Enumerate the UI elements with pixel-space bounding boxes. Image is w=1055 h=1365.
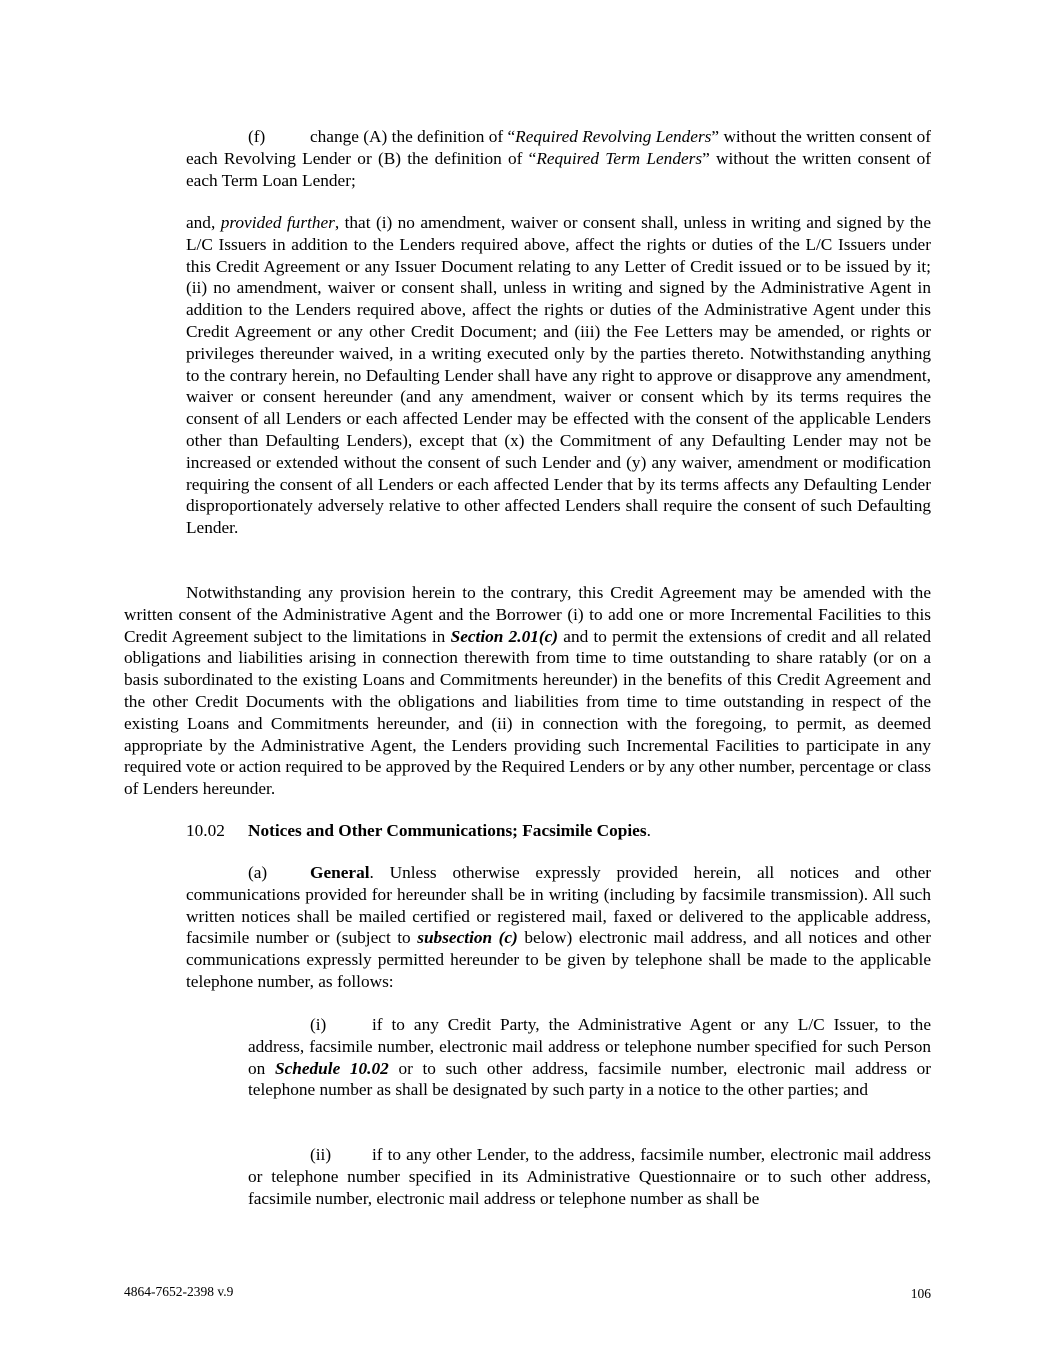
clause-a-label: (a) [248,863,268,882]
clause-ii-label: (ii) [310,1145,332,1164]
incremental-text-1: Notwithstanding any provision herein to the contrary, this Credit Agreement may be amended with the written consent of the Administrative Agent and the Borrower (i) to add one or more Incremental Facilities to this Credit Agreement subject to the limitations in [124,583,931,646]
subsection-reference-c: subsection (c) [417,928,518,948]
clause-ii-paragraph [248,1144,931,1209]
clause-f-paragraph [186,126,931,191]
proviso-text-2: , that (i) no amendment, waiver or consent shall, unless in writing and signed by the L/C Issuers in addition to the Lenders required above, affect the rights or duties of the L/C Issuers under this Credit Agreement or any Issuer Document relating to any Letter of Credit issued or to be issued by it; (ii) no amendment, waiver or consent shall, unless in writing and signed by the Administrative Agent in addition to the Lenders required above, affect the rights or duties of the Administrative Agent under this Credit Agreement or any other Credit Document; and (iii) the Fee Letters may be amended, or rights or privileges thereunder waived, in a writing executed only by the parties thereto. Notwithstanding anything to the contrary herein, no Defaulting Lender shall have any right to approve or disapprove any amendment, waiver or consent hereunder (and any amendment, waiver or consent which by its terms requires the consent of all Lenders or each affected Lender may be effected with the consent of the applicable Lenders other than Defaulting Lenders), except that (x) the Commitment of any Defaulting Lender may not be increased or extended without the consent of such Lender and (y) any waiver, amendment or modification requiring the consent of all Lenders or each affected Lender that by its terms affects any Defaulting Lender disproportionately adversely relative to other affected Lenders shall require the consent of such Defaulting Lender. [186,213,931,538]
footer-page-number: 106 [910,1286,931,1301]
schedule-reference-10-02: Schedule 10.02 [274,1058,389,1078]
defined-term-required-revolving-lenders: Required Revolving Lenders [515,127,712,146]
proviso-paragraph [186,212,931,539]
section-title: Notices and Other Communications; Facsimile Copies [248,821,647,840]
clause-i-paragraph [248,1014,931,1101]
incremental-text-2: and to permit the extensions of credit and all related obligations and liabilities arising in connection therewith from time to time outstanding to share ratably (or on a basis subordinated to the existing Loans and Commitments hereunder) in the benefits of this Credit Agreement and the other Credit Documents with the obligations and liabilities from time to time outstanding in respect of the existing Loans and Commitments hereunder, and (ii) in connection with the foregoing, to permit, as deemed appropriate by the Administrative Agent, the Lenders providing such Incremental Facilities to participate in any required vote or action required to be approved by the Required Lenders or by any other number, percentage or class of Lenders hereunder. [124,626,931,799]
section-heading-10-02 [186,820,931,842]
proviso-text-1: and, [186,213,221,232]
footer-doc-id: 4864-7652-2398 v.9 [124,1284,234,1299]
section-title-period: . [646,821,651,840]
clause-ii-text: if to any other Lender, to the address, facsimile number, electronic mail address or telephone number specified in its Administrative Questionnaire or to such other address, facsimile number, electronic mail address or telephone number as shall be [248,1145,931,1208]
proviso-term: provided further [220,213,335,232]
clause-f-text-2: ” without the written consent of each Revolving Lender or (B) the definition of “ [186,127,931,168]
section-number: 10.02 [186,821,225,840]
clause-a-text-2: below) electronic mail address, and all notices and other communications expressly permitted hereunder to be given by telephone shall be made to the applicable telephone number, as follows: [186,928,931,991]
clause-a-heading: General [310,863,370,882]
incremental-paragraph [124,582,931,800]
clause-a-paragraph [186,862,931,993]
clause-i-text-1: if to any Credit Party, the Administrative Agent or any L/C Issuer, to the address, facsimile number, electronic mail address or telephone number specified for such Person on [248,1015,931,1078]
clause-f-text-1: change (A) the definition of “ [310,127,516,146]
clause-a-text-1: . Unless otherwise expressly provided herein, all notices and other communications provided for hereunder shall be in writing (including by facsimile transmission). All such written notices shall be mailed certified or registered mail, faxed or delivered to the applicable address, facsimile number or (subject to [186,863,931,948]
clause-f-text-3: ” without the written consent of each Term Loan Lender; [186,148,931,190]
clause-i-label: (i) [310,1015,327,1034]
defined-term-required-term-lenders: Required Term Lenders [536,148,703,168]
clause-f-label: (f) [248,127,266,146]
section-reference-2-01c: Section 2.01(c) [450,626,559,646]
clause-i-text-2: or to such other address, facsimile number, electronic mail address or telephone number as shall be designated by such party in a notice to the other parties; and [248,1058,931,1100]
